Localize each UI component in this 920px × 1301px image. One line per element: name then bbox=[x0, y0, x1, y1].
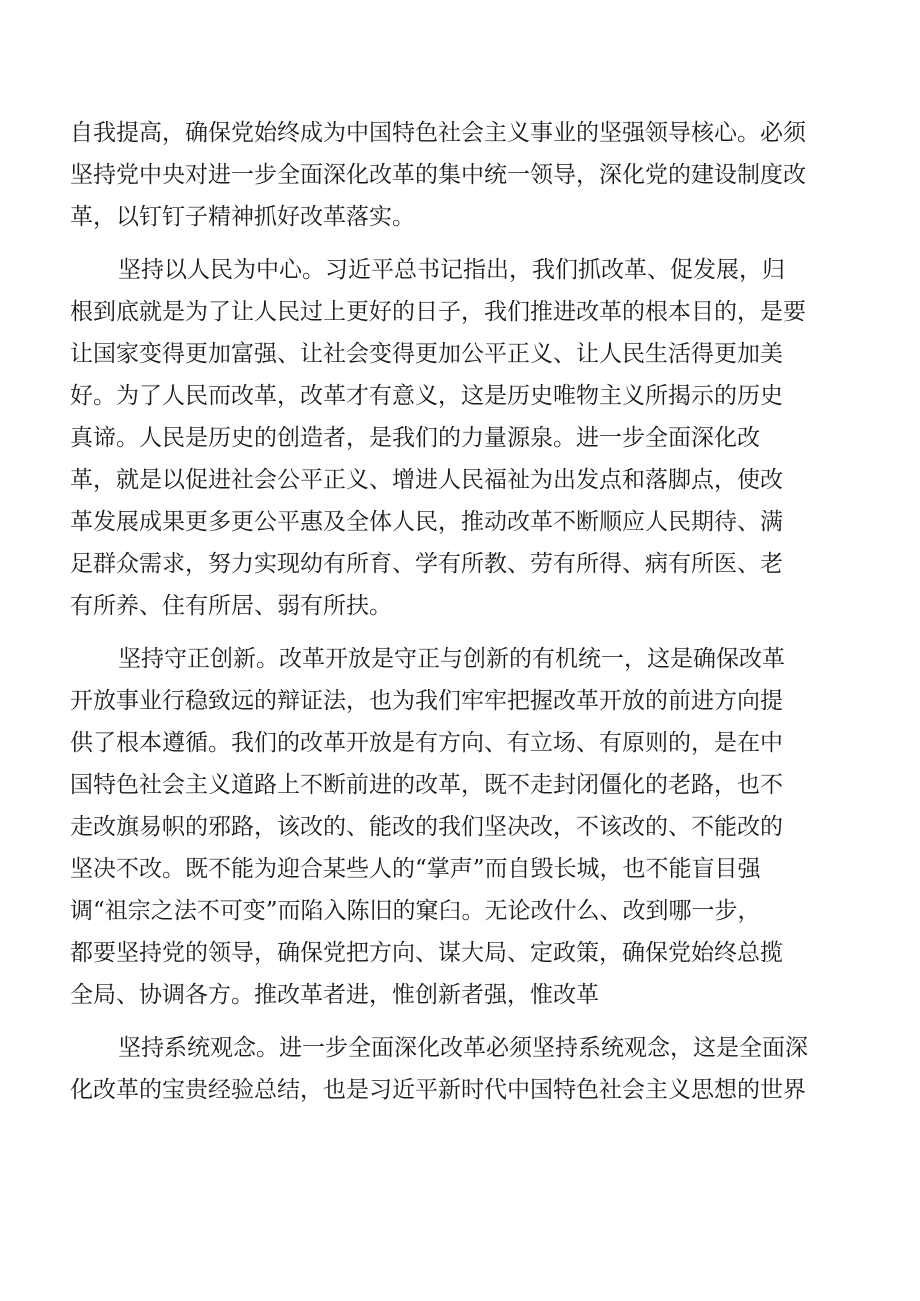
text-line: 坚决不改。既不能为迎合某些人的“掌声”而自毁长城，也不能盲目强 bbox=[70, 856, 761, 882]
paragraph-gap bbox=[70, 238, 860, 249]
paragraph-4 bbox=[70, 1027, 860, 1111]
text-line: 革，以钉钉子精神抓好改革落实。 bbox=[70, 204, 415, 230]
text-line: 走改旗易帜的邪路，该改的、能改的我们坚决改，不该改的、不能改的 bbox=[70, 814, 783, 840]
paragraph-gap bbox=[70, 627, 860, 638]
text-line: 调“祖宗之法不可变”而陷入陈旧的窠臼。无论改什么、改到哪一步， bbox=[70, 898, 761, 924]
text-line: 开放事业行稳致远的辩证法，也为我们牢牢把握改革开放的前进方向提 bbox=[70, 688, 783, 714]
text-line: 自我提高，确保党始终成为中国特色社会主义事业的坚强领导核心。必须 bbox=[70, 120, 806, 146]
text-line: 革，就是以促进社会公平正义、增进人民福祉为出发点和落脚点，使改 bbox=[70, 467, 783, 493]
text-line: 国特色社会主义道路上不断前进的改革，既不走封闭僵化的老路，也不 bbox=[70, 772, 783, 798]
text-line: 坚持党中央对进一步全面深化改革的集中统一领导，深化党的建设制度改 bbox=[70, 162, 806, 188]
text-line: 革发展成果更多更公平惠及全体人民，推动改革不断顺应人民期待、满 bbox=[70, 509, 783, 535]
text-line: 供了根本遵循。我们的改革开放是有方向、有立场、有原则的，是在中 bbox=[70, 730, 783, 756]
text-line: 都要坚持党的领导，确保党把方向、谋大局、定政策，确保党始终总揽 bbox=[70, 940, 783, 966]
text-line: 坚持守正创新。改革开放是守正与创新的有机统一，这是确保改革 bbox=[118, 646, 785, 672]
text-line: 坚持系统观念。进一步全面深化改革必须坚持系统观念，这是全面深 bbox=[118, 1035, 808, 1061]
paragraph-2 bbox=[70, 249, 860, 627]
paragraph-1 bbox=[70, 112, 860, 238]
text-line: 有所养、住有所居、弱有所扶。 bbox=[70, 593, 392, 619]
paragraph-gap bbox=[70, 1016, 860, 1027]
body-text bbox=[70, 112, 860, 1111]
text-line: 真谛。人民是历史的创造者，是我们的力量源泉。进一步全面深化改 bbox=[70, 425, 760, 451]
paragraph-3 bbox=[70, 638, 860, 1016]
text-line: 化改革的宝贵经验总结，也是习近平新时代中国特色社会主义思想的世界 bbox=[70, 1077, 806, 1103]
text-line: 根到底就是为了让人民过上更好的日子，我们推进改革的根本目的，是要 bbox=[70, 299, 806, 325]
text-line: 全局、协调各方。推改革者进，惟创新者强，惟改革 bbox=[70, 982, 599, 1008]
text-line: 坚持以人民为中心。习近平总书记指出，我们抓改革、促发展，归 bbox=[118, 257, 785, 283]
text-line: 好。为了人民而改革，改革才有意义，这是历史唯物主义所揭示的历史 bbox=[70, 383, 783, 409]
text-line: 让国家变得更加富强、让社会变得更加公平正义、让人民生活得更加美 bbox=[70, 341, 783, 367]
text-line: 足群众需求，努力实现幼有所育、学有所教、劳有所得、病有所医、老 bbox=[70, 551, 783, 577]
